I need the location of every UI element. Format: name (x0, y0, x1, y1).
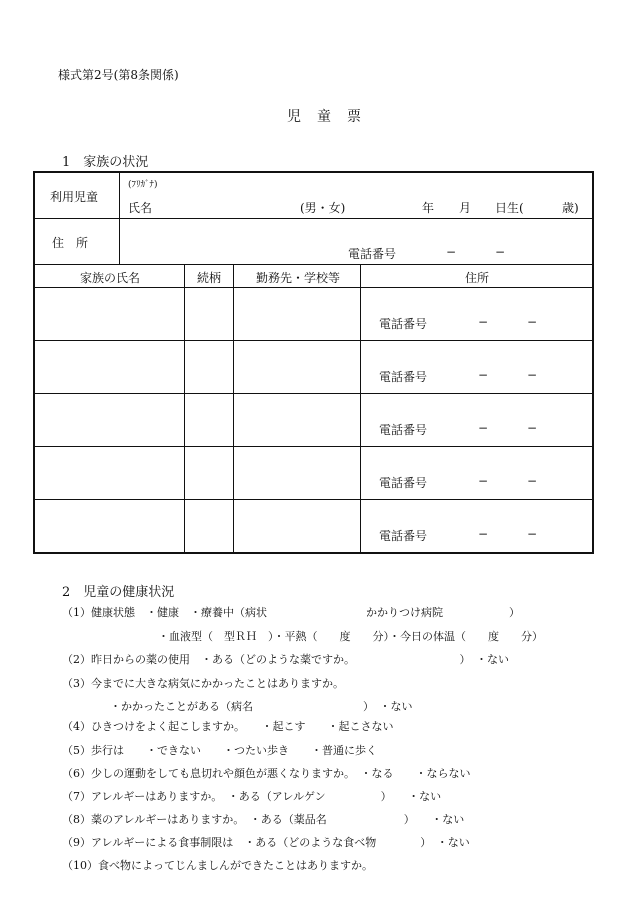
health-line-3: （2）昨日からの薬の使用 ・ある（どのような薬ですか。 ） ・ない (62, 653, 509, 666)
furigana-label: (ﾌﾘｶﾞﾅ) (128, 180, 158, 190)
form-number: 様式第2号(第8条関係) (58, 68, 179, 82)
dash: − (527, 527, 538, 541)
health-line-9: （7）アレルギーはありますか。 ・ある（アレルゲン ） ・ない (62, 790, 442, 803)
page-title: 児 童 票 (287, 109, 362, 125)
dash: − (527, 474, 538, 488)
family-table (33, 171, 594, 554)
health-line-4: （3）今までに大きな病気にかかったことはありますか。 (62, 677, 344, 690)
row-phone-label: 電話番号 (379, 423, 428, 437)
health-line-11: （9）アレルギーによる食事制限は ・ある（どのような食べ物 ） ・ない (62, 836, 470, 849)
col-header-address: 住所 (465, 271, 490, 285)
dash: − (527, 421, 538, 435)
dash: − (478, 368, 489, 382)
row-phone-label: 電話番号 (379, 370, 428, 384)
health-line-5: ・かかったことがある（病名 ） ・ない (110, 700, 413, 713)
dash: − (495, 245, 506, 259)
section1-heading: 1 家族の状況 (62, 155, 149, 170)
sex-field[interactable]: (男・女) (300, 201, 346, 215)
col-header-relation: 続柄 (197, 271, 222, 285)
birth-day-label: 日生( (495, 201, 524, 215)
dash: − (478, 474, 489, 488)
birth-year-label: 年 (422, 201, 435, 215)
col-header-workplace: 勤務先・学校等 (256, 271, 341, 285)
child-label: 利用児童 (50, 190, 99, 204)
health-line-7: （5）歩行は ・できない ・つたい歩き ・普通に歩く (62, 744, 377, 757)
dash: − (527, 315, 538, 329)
health-line-10: （8）薬のアレルギーはありますか。 ・ある（薬品名 ） ・ない (62, 813, 465, 826)
dash: − (478, 421, 489, 435)
row-phone-label: 電話番号 (379, 529, 428, 543)
address-label: 住 所 (52, 236, 89, 250)
age-label: 歳) (562, 201, 579, 215)
section2-heading: 2 児童の健康状況 (62, 585, 175, 600)
health-line-1: （1）健康状態 ・健康 ・療養中（病状 かかりつけ病院 ） (62, 606, 520, 619)
health-line-6: （4）ひきつけをよく起こしますか。 ・起こす ・起こさない (62, 720, 394, 733)
name-label: 氏名 (128, 201, 153, 215)
row-phone-label: 電話番号 (379, 317, 428, 331)
dash: − (478, 527, 489, 541)
row-phone-label: 電話番号 (379, 476, 428, 490)
dash: − (478, 315, 489, 329)
dash: − (446, 245, 457, 259)
health-line-2: ・血液型（ 型ＲＨ ）・平熱（ 度 分）・今日の体温（ 度 分） (158, 630, 543, 643)
health-line-8: （6）少しの運動をしても息切れや顔色が悪くなりますか。 ・なる ・ならない (62, 767, 471, 780)
child-phone-label: 電話番号 (348, 247, 397, 261)
health-line-12: （10）食べ物によってじんましんができたことはありますか。 (62, 859, 373, 872)
birth-month-label: 月 (459, 201, 472, 215)
dash: − (527, 368, 538, 382)
col-header-family-name: 家族の氏名 (80, 271, 141, 285)
